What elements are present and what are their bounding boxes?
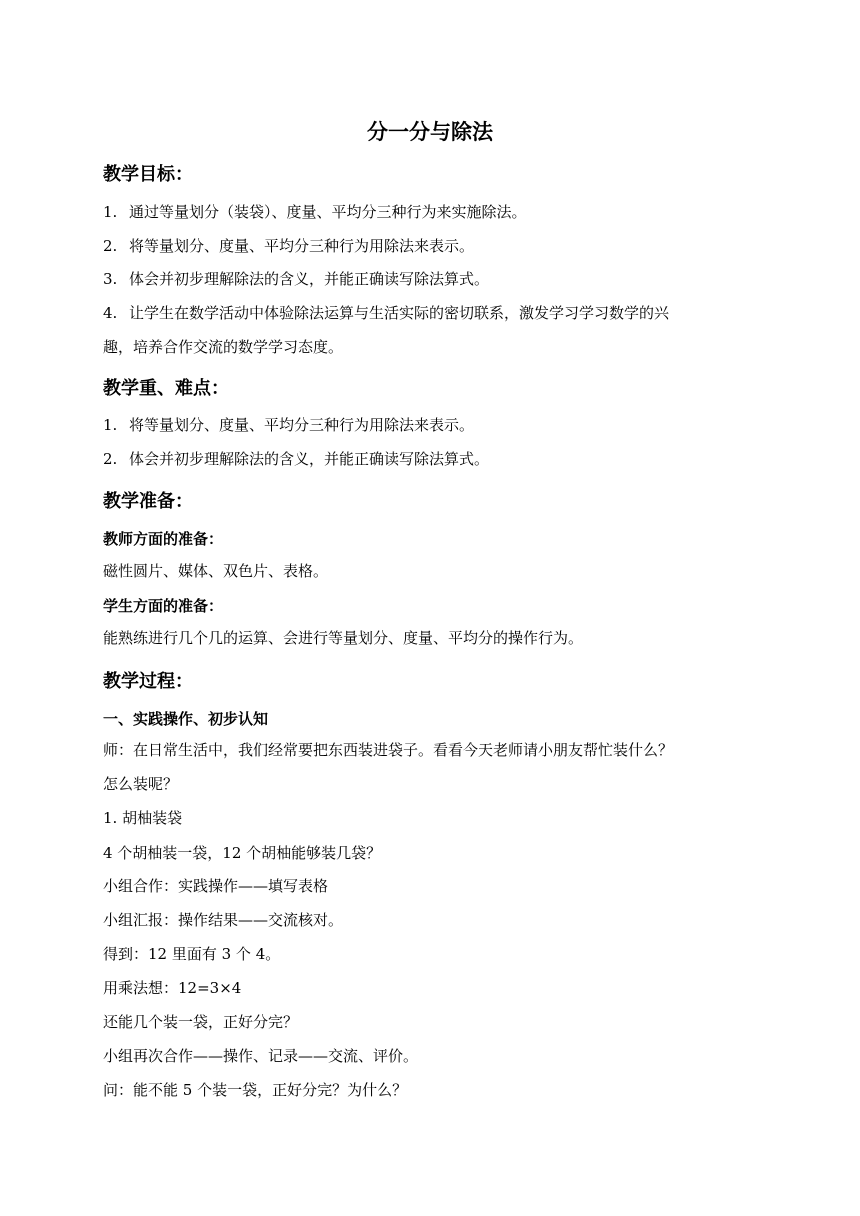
goal-item [103,202,763,222]
goal-item-number: 1. [103,203,118,221]
keypoint-item [103,415,763,435]
student-prep-heading: 学生方面的准备： [103,597,224,615]
goal-item-text: 让学生在数学活动中体验除法运算与生活实际的密切联系，激发学习学习数学的兴 [129,304,670,322]
goal-item-number: 4. [103,304,118,322]
process-line: 小组再次合作——操作、记录——交流、评价。 [103,1047,419,1065]
process-heading: 教学过程： [103,671,193,692]
teacher-prep-text: 磁性圆片、媒体、双色片、表格。 [103,562,329,580]
goal-item-text: 通过等量划分（装袋）、度量、平均分三种行为来实施除法。 [129,203,527,221]
process-line: 还能几个装一袋，正好分完？ [103,1013,299,1031]
student-prep-text: 能熟练进行几个几的运算、会进行等量划分、度量、平均分的操作行为。 [103,629,584,647]
goal-item-text: 体会并初步理解除法的含义，并能正确读写除法算式。 [129,270,490,288]
keypoint-item-number: 1. [103,416,118,434]
process-line: 师：在日常生活中，我们经常要把东西装进袋子。看看今天老师请小朋友帮忙装什么？ [103,741,674,759]
goal-item [103,269,763,289]
keypoints-heading: 教学重、难点： [103,378,229,399]
goal-item-continuation: 趣，培养合作交流的数学学习态度。 [103,338,344,356]
process-line: 得到：12 里面有 3 个 4。 [103,945,281,963]
document-title: 分一分与除法 [367,120,493,144]
keypoint-item [103,449,763,469]
goal-item-number: 3. [103,270,118,288]
goal-item [103,303,763,323]
process-line: 小组合作：实践操作——填写表格 [103,877,329,895]
prep-heading: 教学准备： [103,491,193,512]
process-line: 1. 胡柚装袋 [103,809,183,827]
keypoint-item-text: 将等量划分、度量、平均分三种行为用除法来表示。 [129,416,475,434]
process-subheading: 一、实践操作、初步认知 [103,710,269,728]
goal-item [103,236,763,256]
teacher-prep-heading: 教师方面的准备： [103,530,224,548]
goal-item-number: 2. [103,237,118,255]
process-line: 4 个胡柚装一袋，12 个胡柚能够装几袋？ [103,844,382,862]
goals-heading: 教学目标： [103,164,193,185]
goal-item-text: 将等量划分、度量、平均分三种行为用除法来表示。 [129,237,475,255]
keypoint-item-text: 体会并初步理解除法的含义，并能正确读写除法算式。 [129,450,490,468]
process-line: 小组汇报：操作结果——交流核对。 [103,911,344,929]
process-line: 用乘法想：12=3×4 [103,979,242,997]
process-line: 问：能不能 5 个装一袋，正好分完？为什么？ [103,1081,408,1099]
process-line: 怎么装呢？ [103,775,179,793]
keypoint-item-number: 2. [103,450,118,468]
